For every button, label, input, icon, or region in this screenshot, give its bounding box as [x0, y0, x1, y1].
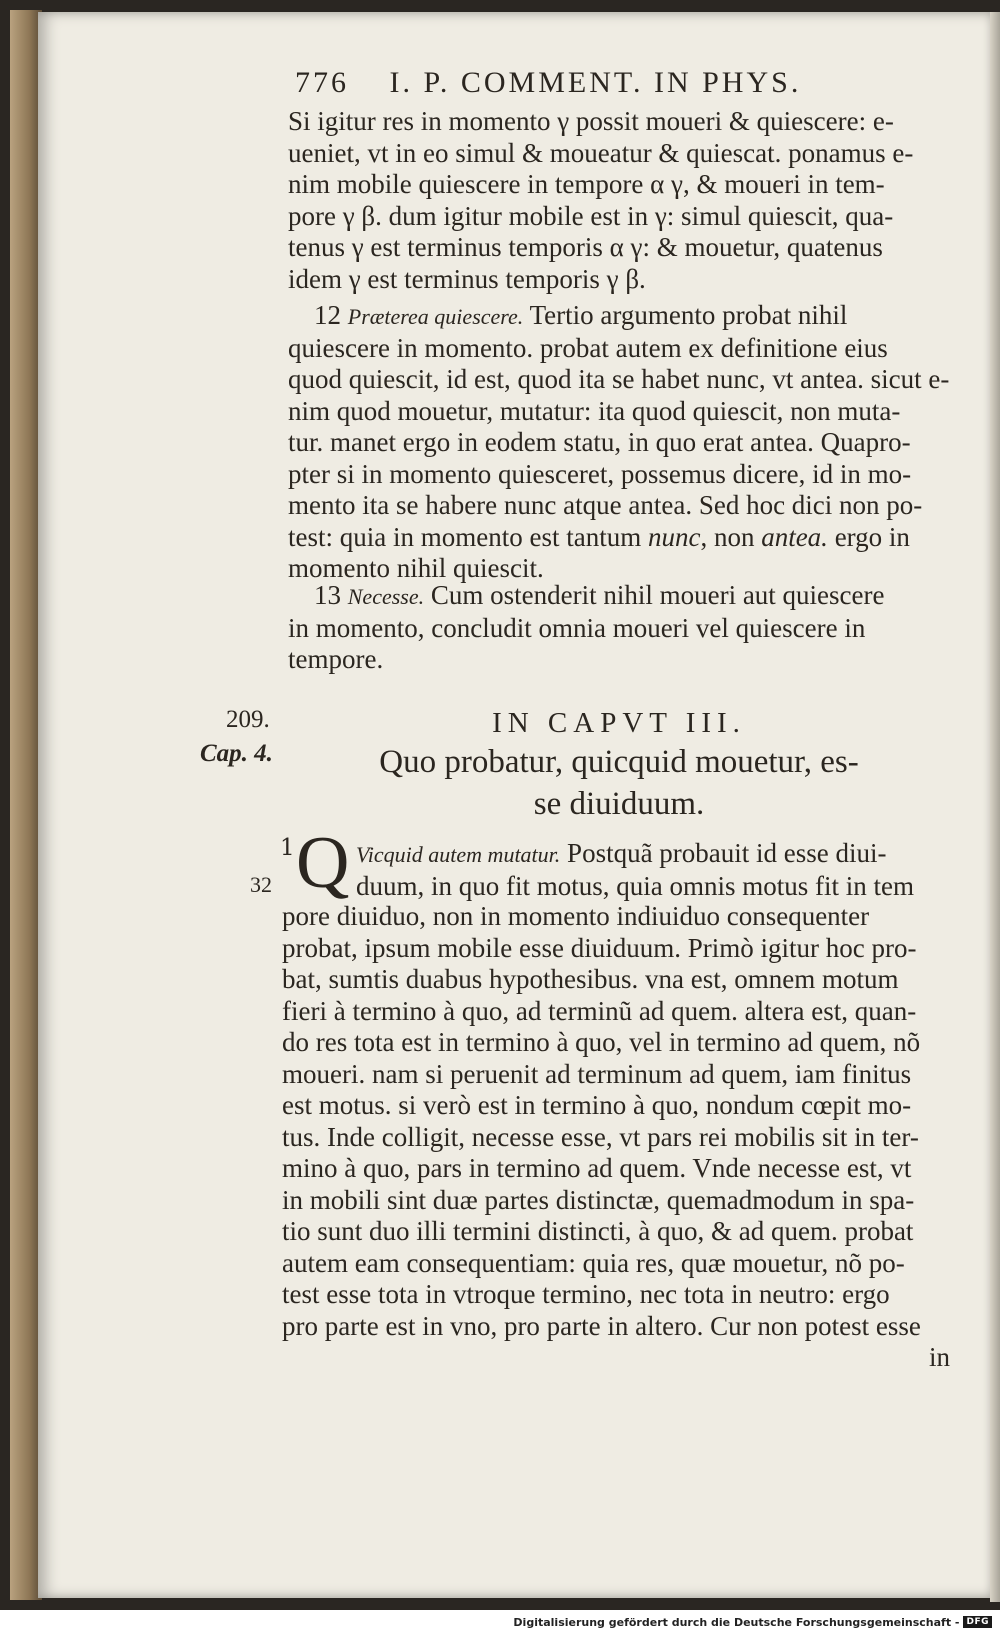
- text-line: tus. Inde colligit, necesse esse, vt pars rei mobilis sit in ter-: [282, 1121, 919, 1152]
- running-header: [295, 66, 895, 100]
- text-line: idem γ est terminus temporis γ β.: [288, 263, 646, 294]
- text-line: Si igitur res in momento γ possit moueri & quiescere: e-: [288, 106, 894, 136]
- lemma: Vicquid autem mutatur.: [356, 842, 561, 867]
- margin-num-32: 32: [250, 872, 272, 897]
- text-line: in mobili sint duæ partes distinctæ, quemadmodum in spa-: [282, 1184, 915, 1215]
- text-line: probat, ipsum mobile esse diuiduum. Primò igitur hoc pro-: [282, 932, 917, 963]
- text-line: pore diuiduo, non in momento indiuiduo consequenter: [282, 901, 870, 931]
- text-line: pter si in momento quiesceret, possemus dicere, id in mo-: [288, 458, 912, 489]
- text-line: mino à quo, pars in termino ad quem. Vnde necesse est, vt: [282, 1153, 912, 1183]
- text-line: mento ita se habere nunc atque antea. Sed hoc dici non po-: [288, 490, 923, 520]
- text-line: Tertio argumento probat nihil: [529, 300, 848, 330]
- lemma: Præterea quiescere.: [347, 304, 524, 329]
- text-line: pro parte est in vno, pro parte in altero. Cur non potest esse: [282, 1310, 921, 1341]
- text-line: quod quiescit, id est, quod ita se habet nunc, vt antea. sicut e-: [288, 364, 950, 394]
- paragraph-number: 12: [314, 300, 341, 330]
- text-line: ueniet, vt in eo simul & moueatur & quiescat. ponamus e-: [288, 137, 914, 168]
- page-number: 776: [295, 66, 349, 99]
- chapter-heading: IN CAPVT III.: [492, 707, 746, 739]
- text-line: test: quia in momento est tantum: [288, 521, 642, 552]
- text-line: duum, in quo fit motus, quia omnis motus fit in tem: [356, 870, 914, 901]
- text-line: tur. manet ergo in eodem statu, in quo erat antea. Quapro-: [288, 427, 911, 457]
- text-line: tio sunt duo illi termini distincti, à quo, & ad quem. probat: [282, 1216, 914, 1246]
- text-line: tenus γ est terminus temporis α γ: & mouetur, quatenus: [288, 232, 883, 262]
- paragraph-number: 13: [314, 580, 341, 610]
- page-edge-right: [990, 12, 1000, 1602]
- text-line: moueri. nam si peruenit ad terminum ad quem, iam finitus: [282, 1058, 912, 1089]
- text-line: nim mobile quiescere in tempore α γ, & moueri in tem-: [288, 169, 885, 199]
- paragraph-1-body: [282, 901, 950, 1374]
- emphasis-word: nunc: [647, 521, 701, 552]
- chapter-title-line: Quo probatur, quicquid mouetur, es-: [379, 744, 859, 780]
- chapter-title-line: se diuiduum.: [533, 786, 705, 822]
- text-line: bat, sumtis duabus hypothesibus. vna est, omnem motum: [282, 964, 899, 994]
- chapter-title: [288, 741, 950, 825]
- text-line: autem eam consequentiam: quia res, quæ mouetur, nõ po-: [282, 1247, 905, 1278]
- text-line: do res tota est in termino à quo, vel in termino ad quem, nõ: [282, 1027, 921, 1057]
- lemma: Necesse.: [347, 584, 425, 609]
- running-title: I. P. COMMENT. IN PHYS.: [389, 66, 802, 99]
- text-line: Postquã probauit id esse diui-: [567, 838, 887, 868]
- text-line: pore γ β. dum igitur mobile est in γ: simul quiescit, qua-: [288, 200, 894, 231]
- digitization-footer: [513, 1612, 992, 1632]
- emphasis-word: antea.: [761, 521, 828, 552]
- drop-cap: Q: [296, 822, 350, 904]
- top-section: [288, 106, 950, 295]
- paragraph-12: [288, 300, 950, 585]
- footer-text: Digitalisierung gefördert durch die Deutsche Forschungsgemeinschaft -: [513, 1615, 960, 1629]
- paragraph-13: [288, 580, 950, 676]
- dfg-logo: DFG: [963, 1616, 992, 1628]
- text-fragment: , non: [700, 521, 755, 552]
- paragraph-number: 1: [280, 835, 295, 861]
- text-line: Cum ostenderit nihil moueri aut quiescere: [430, 580, 885, 610]
- text-line: fieri à termino à quo, ad terminũ ad quem. altera est, quan-: [282, 995, 917, 1026]
- margin-cap: Cap. 4.: [200, 740, 273, 767]
- text-line: tempore.: [288, 644, 384, 674]
- text-line: nim quod mouetur, mutatur: ita quod quiescit, non muta-: [288, 395, 901, 426]
- text-line: momento nihil quiescit.: [288, 553, 544, 583]
- text-line: est motus. si verò est in termino à quo, nondum cœpit mo-: [282, 1090, 912, 1120]
- text-line: quiescere in momento. probat autem ex definitione eius: [288, 332, 888, 363]
- text-line: in momento, concludit omnia moueri vel quiescere in: [288, 612, 866, 643]
- text-fragment: ergo in: [834, 521, 910, 552]
- catchword: in: [928, 1342, 950, 1372]
- margin-ref-209: 209.: [226, 706, 270, 733]
- text-line: test esse tota in vtroque termino, nec tota in neutro: ergo: [282, 1279, 890, 1309]
- paragraph-1-lead: [356, 838, 950, 902]
